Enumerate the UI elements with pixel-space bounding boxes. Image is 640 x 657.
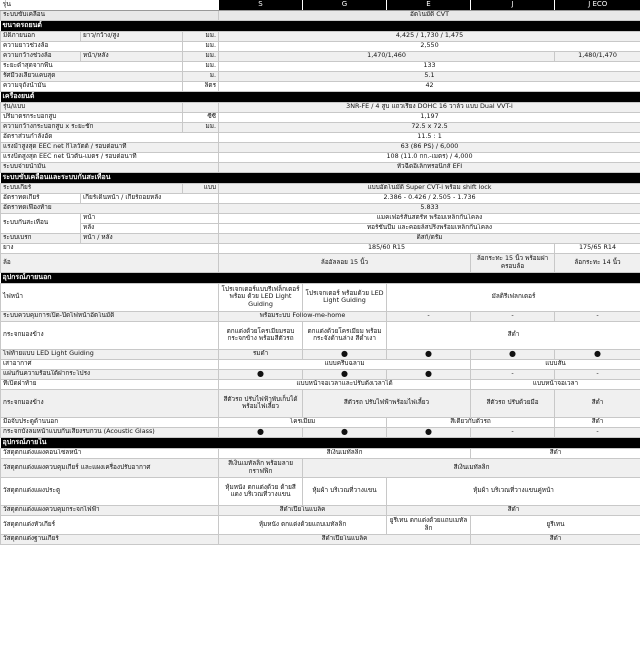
spec-cell: มัลติรีเฟลกเตอร์ (387, 283, 640, 311)
spec-cell: ระบบควบคุมการเปิด-ปิดไฟหน้าอัตโนมัติ (1, 311, 219, 321)
spec-cell: ซีซี (183, 112, 219, 122)
spec-cell: แบบ (183, 183, 219, 193)
spec-cell: 63 (86 PS) / 6,000 (219, 142, 640, 152)
spec-cell: 175/65 R14 (555, 243, 640, 253)
spec-cell: สีดำ (387, 321, 640, 349)
spec-cell: สีดำ (471, 448, 640, 458)
spec-row (1, 359, 640, 369)
spec-cell: หน้า/หลัง (81, 51, 183, 61)
spec-cell: สีตัวรถ ปรับด้วยมือ (471, 389, 555, 417)
spec-cell: แบบหน้าจอเวลา (471, 379, 640, 389)
spec-cell: มม. (183, 61, 219, 71)
spec-cell: มม. (183, 122, 219, 132)
spec-cell: ยูรีเทน ตกแต่งด้วยแถบเมทัลลิก (387, 515, 471, 534)
spec-cell: วัสดุตกแต่งหัวเกียร์ (1, 515, 219, 534)
spec-cell: มม. (183, 41, 219, 51)
spec-cell: ระบบเบรก (1, 233, 81, 243)
spec-cell (183, 102, 219, 112)
spec-cell: สีดำเปียโนแบล็ค (219, 505, 387, 515)
spec-cell: เกียร์เดินหน้า / เกียร์ถอยหลัง (81, 193, 219, 203)
spec-cell: ล้อกระทะ 14 นิ้ว (555, 253, 640, 272)
spec-row (1, 203, 640, 213)
spec-row (1, 379, 640, 389)
spec-row (1, 193, 640, 203)
spec-row (1, 458, 640, 477)
spec-row (1, 534, 640, 544)
spec-cell: ตกแต่งด้วยโครเมียมรอบกระจกข้าง พร้อมสีตัวรถ (219, 321, 303, 349)
spec-cell: 2.386 - 0.426 / 2.505 - 1.736 (219, 193, 640, 203)
spec-row (1, 112, 640, 122)
spec-cell: สีดำ (555, 417, 640, 427)
spec-cell: รัศมีวงเลี้ยวแคบสุด (1, 71, 183, 81)
model-header-row (1, 0, 640, 10)
spec-row (1, 243, 640, 253)
spec-cell: โปรเจกเตอร์แบบรีเฟล็กเตอร์พร้อม ด้วย LED Light Guiding (219, 283, 303, 311)
spec-row (1, 213, 640, 223)
model-label: รุ่น (1, 0, 219, 10)
spec-cell: 72.5 x 72.5 (219, 122, 640, 132)
spec-cell: 185/60 R15 (219, 243, 555, 253)
spec-cell: ไฟท้ายแบบ LED Light Guiding (1, 349, 219, 359)
spec-cell: สีตัวรถ ปรับไฟฟ้าพร้อมไฟเลี้ยว (303, 389, 471, 417)
spec-cell: ● (387, 369, 471, 379)
spec-cell: สีเงินเมทัลลิก พร้อมลายกราฟฟิก (219, 458, 303, 477)
spec-row (1, 132, 640, 142)
spec-row (1, 61, 640, 71)
spec-cell: - (555, 311, 640, 321)
spec-row (1, 349, 640, 359)
spec-cell: 5.833 (219, 203, 640, 213)
model-e: E (387, 0, 471, 10)
spec-cell: ● (219, 427, 303, 437)
spec-cell: แมคเฟอร์สันสตรัท พร้อมเหล็กกันโคลง (219, 213, 640, 223)
spec-cell: แบบครีบฉลาม (219, 359, 471, 369)
spec-cell: สีดำเปียโนแบล็ค (219, 534, 471, 544)
spec-cell: รุ่น/แบบ (1, 102, 183, 112)
spec-cell: แบบสั้น (471, 359, 640, 369)
model-j: J (471, 0, 555, 10)
spec-cell: ● (303, 427, 387, 437)
spec-row (1, 41, 640, 51)
spec-cell: ล้อกระทะ 15 นิ้ว พร้อมฝาครอบล้อ (471, 253, 555, 272)
spec-cell: 108 (11.0 กก.-เมตร) / 4,000 (219, 152, 640, 162)
spec-cell: ระยะต่ำสุดจากพื้น (1, 61, 183, 71)
spec-cell: โครเมียม (219, 417, 387, 427)
spec-cell: แบบอัตโนมัติ Super CVT-i พร้อม shift lock (219, 183, 640, 193)
spec-cell: กระจกบังลมหน้าแบบกันเสียงรบกวน (Acoustic Glass) (1, 427, 219, 437)
spec-row (1, 162, 640, 172)
drivetrain-label: ระบบขับเคลื่อน (1, 10, 219, 20)
spec-cell: ● (387, 349, 471, 359)
spec-cell: 2,550 (219, 41, 640, 51)
spec-cell: 1,480/1,470 (555, 51, 640, 61)
section-interior: อุปกรณ์ภายใน (1, 437, 640, 448)
spec-row (1, 515, 640, 534)
spec-row (1, 505, 640, 515)
spec-cell: ยาว/กว้าง/สูง (81, 31, 183, 41)
spec-cell: 5.1 (219, 71, 640, 81)
spec-row (1, 448, 640, 458)
spec-row (1, 283, 640, 311)
spec-cell: หุ้มผ้า บริเวณที่วางแขนคู่หน้า (387, 477, 640, 505)
spec-cell: แรงม้าสูงสุด EEC net กิโลวัตต์ / รอบต่อนาที (1, 142, 219, 152)
section-exterior: อุปกรณ์ภายนอก (1, 272, 640, 283)
spec-cell: ● (219, 369, 303, 379)
spec-cell: แรงบิดสูงสุด EEC net นิวตัน-เมตร / รอบต่อนาที (1, 152, 219, 162)
spec-row (1, 369, 640, 379)
spec-cell: สีเดียวกับตัวรถ (387, 417, 555, 427)
spec-cell: อัตราส่วนกำลังอัด (1, 132, 219, 142)
spec-cell: ม. (183, 71, 219, 81)
spec-cell: หุ้มผ้า บริเวณที่วางแขน (303, 477, 387, 505)
spec-cell: ไฟหน้า (1, 283, 219, 311)
spec-cell: ที่เปิดฝาท้าย (1, 379, 219, 389)
spec-cell: สีเงินเมทัลลิก (219, 448, 471, 458)
spec-row (1, 51, 640, 61)
spec-cell: - (555, 369, 640, 379)
spec-row (1, 233, 640, 243)
spec-cell: กระจกมองข้าง (1, 321, 219, 349)
spec-cell: ● (303, 349, 387, 359)
spec-cell: 3NR-FE / 4 สูบ แถวเรียง DOHC 16 วาล์ว แบบ Dual VVT-i (219, 102, 640, 112)
spec-cell: วัสดุตกแต่งแผงควบคุมเกียร์ และแผงเครื่องปรับอากาศ (1, 458, 219, 477)
spec-cell: ความกว้างช่วงล้อ (1, 51, 81, 61)
spec-cell: - (471, 427, 555, 437)
spec-row (1, 71, 640, 81)
spec-row (1, 427, 640, 437)
spec-cell: ระบบกันสะเทือน (1, 213, 81, 233)
spec-cell: วัสดุตกแต่งแผงคอนโซลหน้า (1, 448, 219, 458)
spec-cell: 1,197 (219, 112, 640, 122)
spec-cell: กระจกมองข้าง (1, 389, 219, 417)
spec-cell: ตกแต่งด้วยโครเมียม พร้อมกระจังด้านล่าง สีดำเงา (303, 321, 387, 349)
spec-row (1, 389, 640, 417)
spec-cell: โปรเจกเตอร์ พร้อมด้วย LED Light Guiding (303, 283, 387, 311)
spec-cell: - (555, 427, 640, 437)
spec-cell: หลัง (81, 223, 219, 233)
spec-cell: ความยาวช่วงล้อ (1, 41, 183, 51)
spec-cell: สีตัวรถ ปรับไฟฟ้าพับเก็บได้ พร้อมไฟเลี้ยว (219, 389, 303, 417)
spec-row (1, 311, 640, 321)
spec-cell: ยูรีเทน (471, 515, 640, 534)
spec-cell: รมดำ (219, 349, 303, 359)
spec-row (1, 477, 640, 505)
spec-cell: อัตราทดเกียร์ (1, 193, 81, 203)
spec-cell: ● (387, 427, 471, 437)
spec-cell: วัสดุตกแต่งแผงควบคุมกระจกไฟฟ้า (1, 505, 219, 515)
spec-cell: หน้า / หลัง (81, 233, 219, 243)
spec-cell: ล้อ (1, 253, 219, 272)
spec-cell: แผ่นกันความร้อนใต้ฝากระโปรง (1, 369, 219, 379)
spec-cell: ความจุถังน้ำมัน (1, 81, 183, 91)
section-engine: เครื่องยนต์ (1, 91, 640, 102)
spec-cell: สีดำ (471, 534, 640, 544)
spec-cell: ● (303, 369, 387, 379)
spec-row (1, 122, 640, 132)
spec-cell: - (387, 311, 471, 321)
spec-cell: ● (471, 349, 555, 359)
spec-cell: มม. (183, 51, 219, 61)
spec-cell: เสาอากาศ (1, 359, 219, 369)
spec-cell: สีเงินเมทัลลิก (303, 458, 640, 477)
spec-row (1, 81, 640, 91)
spec-row (1, 223, 640, 233)
spec-cell: 133 (219, 61, 640, 71)
spec-cell: ดิสก์/ดรัม (219, 233, 640, 243)
spec-cell: สีดำ (555, 389, 640, 417)
spec-row (1, 253, 640, 272)
spec-cell: หัวฉีดอิเล็กทรอนิกส์ EFI (219, 162, 640, 172)
spec-cell: ระบบเกียร์ (1, 183, 183, 193)
spec-cell: 11.5 : 1 (219, 132, 640, 142)
spec-cell: ล้ออัลลอย 15 นิ้ว (219, 253, 471, 272)
model-s: S (219, 0, 303, 10)
spec-row (1, 183, 640, 193)
section-dimensions: ขนาดรถยนต์ (1, 20, 640, 31)
spec-cell: 1,470/1,460 (219, 51, 555, 61)
spec-cell: 4,425 / 1,730 / 1,475 (219, 31, 640, 41)
spec-cell: ● (555, 349, 640, 359)
spec-cell: ทอร์ชั่นบีม และคอยล์สปริงพร้อมเหล็กกันโคลง (219, 223, 640, 233)
spec-cell: มือจับประตูด้านนอก (1, 417, 219, 427)
spec-cell: พร้อมระบบ Follow-me-home (219, 311, 387, 321)
spec-cell: ลิตร (183, 81, 219, 91)
spec-cell: แบบหน้าจอเวลาและปรับตั้งเวลาได้ (219, 379, 471, 389)
spec-cell: วัสดุตกแต่งแผงประตู (1, 477, 219, 505)
section-drivetrain: ระบบขับเคลื่อนและระบบกันสะเทือน (1, 172, 640, 183)
spec-cell: ระบบจ่ายน้ำมัน (1, 162, 219, 172)
drivetrain-row (1, 10, 640, 20)
spec-row (1, 31, 640, 41)
model-j-eco: J ECO (555, 0, 640, 10)
spec-row (1, 417, 640, 427)
spec-cell: หุ้มหนัง ตกแต่งด้วยแถบเมทัลลิก (219, 515, 387, 534)
spec-cell: ความกว้างกระบอกสูบ x ระยะชัก (1, 122, 183, 132)
spec-cell: 42 (219, 81, 640, 91)
spec-row (1, 102, 640, 112)
spec-cell: ยาง (1, 243, 219, 253)
spec-cell: - (471, 369, 555, 379)
spec-cell: ปริมาตรกระบอกสูบ (1, 112, 183, 122)
spec-cell: อัตราทดเฟืองท้าย (1, 203, 219, 213)
model-g: G (303, 0, 387, 10)
spec-cell: หุ้มหนัง ตกแต่งด้วย ด้ายสีแดง บริเวณที่วางแขน (219, 477, 303, 505)
spec-cell: มิติภายนอก (1, 31, 81, 41)
spec-cell: สีดำ (387, 505, 640, 515)
spec-cell: มม. (183, 31, 219, 41)
spec-row (1, 142, 640, 152)
spec-cell: - (471, 311, 555, 321)
spec-row (1, 152, 640, 162)
spec-cell: หน้า (81, 213, 219, 223)
drivetrain-value: อัตโนมัติ CVT (219, 10, 640, 20)
spec-row (1, 321, 640, 349)
spec-cell: วัสดุตกแต่งฐานเกียร์ (1, 534, 219, 544)
